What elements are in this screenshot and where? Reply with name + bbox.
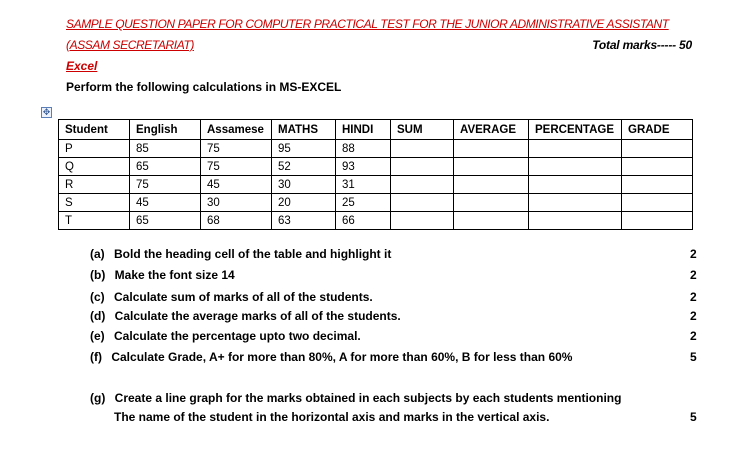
task-item (90, 290, 373, 304)
table-cell[interactable]: P (59, 140, 130, 158)
table-cell[interactable]: 75 (130, 176, 201, 194)
table-cell[interactable]: 95 (272, 140, 336, 158)
table-cell[interactable]: 93 (336, 158, 391, 176)
table-cell[interactable] (454, 158, 529, 176)
task-text: Calculate Grade, A+ for more than 80%, A for more than 60%, B for less than 60% (111, 350, 573, 364)
task-item (90, 268, 235, 282)
table-row (59, 212, 693, 230)
table-cell[interactable]: 30 (272, 176, 336, 194)
task-label: (g) (90, 391, 106, 405)
table-cell[interactable] (529, 158, 622, 176)
column-header[interactable]: SUM (391, 120, 454, 140)
table-cell[interactable]: 63 (272, 212, 336, 230)
task-text-continued: The name of the student in the horizontal axis and marks in the vertical axis. (114, 410, 550, 424)
table-row (59, 140, 693, 158)
task-marks: 5 (690, 410, 697, 424)
table-cell[interactable]: T (59, 212, 130, 230)
task-text: Calculate the average marks of all of the students. (114, 309, 401, 323)
table-cell[interactable] (391, 194, 454, 212)
table-cell[interactable] (622, 140, 693, 158)
table-cell[interactable] (529, 194, 622, 212)
table-cell[interactable]: 75 (201, 158, 272, 176)
table-cell[interactable]: 45 (130, 194, 201, 212)
column-header[interactable]: GRADE (622, 120, 693, 140)
task-marks: 2 (690, 329, 697, 343)
task-text: Create a line graph for the marks obtained in each subjects by each students mentioning (114, 391, 622, 405)
column-header[interactable]: AVERAGE (454, 120, 529, 140)
table-row (59, 176, 693, 194)
table-cell[interactable]: 25 (336, 194, 391, 212)
table-cell[interactable]: 68 (201, 212, 272, 230)
table-cell[interactable]: 45 (201, 176, 272, 194)
table-cell[interactable]: S (59, 194, 130, 212)
task-item (90, 247, 391, 261)
paper-title: SAMPLE QUESTION PAPER FOR COMPUTER PRACTICAL TEST FOR THE JUNIOR ADMINISTRATIVE ASSISTANT (66, 17, 669, 31)
task-text: Make the font size 14 (114, 268, 235, 282)
paper-subtitle: (ASSAM SECRETARIAT) (66, 38, 194, 52)
task-label: (c) (90, 290, 105, 304)
table-cell[interactable] (391, 176, 454, 194)
table-cell[interactable] (391, 158, 454, 176)
table-cell[interactable]: 75 (201, 140, 272, 158)
task-marks: 2 (690, 247, 697, 261)
table-cell[interactable]: 31 (336, 176, 391, 194)
column-header[interactable]: PERCENTAGE (529, 120, 622, 140)
table-row (59, 158, 693, 176)
table-cell[interactable] (391, 212, 454, 230)
task-text: Calculate sum of marks of all of the students. (114, 290, 373, 304)
table-cell[interactable] (454, 176, 529, 194)
table-cell[interactable] (529, 176, 622, 194)
column-header[interactable]: Student (59, 120, 130, 140)
table-cell[interactable] (454, 140, 529, 158)
table-cell[interactable]: 66 (336, 212, 391, 230)
table-cell[interactable]: 88 (336, 140, 391, 158)
table-cell[interactable]: Q (59, 158, 130, 176)
column-header[interactable]: Assamese (201, 120, 272, 140)
table-cell[interactable] (622, 176, 693, 194)
table-cell[interactable] (454, 212, 529, 230)
column-header[interactable]: HINDI (336, 120, 391, 140)
task-label: (b) (90, 268, 106, 282)
task-text: Calculate the percentage upto two decimal. (114, 329, 361, 343)
table-cell[interactable] (622, 158, 693, 176)
section-label: Excel (66, 59, 98, 73)
table-cell[interactable] (391, 140, 454, 158)
table-cell[interactable]: 65 (130, 158, 201, 176)
task-label: (e) (90, 329, 105, 343)
task-item (90, 309, 401, 323)
table-cell[interactable] (529, 212, 622, 230)
table-cell[interactable] (529, 140, 622, 158)
table-cell[interactable] (622, 194, 693, 212)
task-marks: 2 (690, 268, 697, 282)
marks-table (58, 119, 693, 230)
task-label: (a) (90, 247, 105, 261)
table-cell[interactable] (454, 194, 529, 212)
task-text: Bold the heading cell of the table and highlight it (114, 247, 392, 261)
table-cell[interactable] (622, 212, 693, 230)
task-label: (d) (90, 309, 106, 323)
task-marks: 5 (690, 350, 697, 364)
total-marks: Total marks----- 50 (592, 38, 692, 52)
table-move-handle-icon[interactable]: ✥ (42, 107, 51, 117)
table-cell[interactable]: 20 (272, 194, 336, 212)
column-header[interactable]: MATHS (272, 120, 336, 140)
instruction: Perform the following calculations in MS-EXCEL (66, 80, 342, 94)
table-cell[interactable]: R (59, 176, 130, 194)
table-cell[interactable]: 52 (272, 158, 336, 176)
task-item (90, 350, 572, 364)
table-cell[interactable]: 30 (201, 194, 272, 212)
table-cell[interactable]: 85 (130, 140, 201, 158)
column-header[interactable]: English (130, 120, 201, 140)
task-marks: 2 (690, 309, 697, 323)
task-item (90, 329, 361, 343)
task-marks: 2 (690, 290, 697, 304)
task-label: (f) (90, 350, 102, 364)
task-item (90, 391, 621, 405)
table-cell[interactable]: 65 (130, 212, 201, 230)
table-row (59, 194, 693, 212)
table-header-row (59, 120, 693, 140)
